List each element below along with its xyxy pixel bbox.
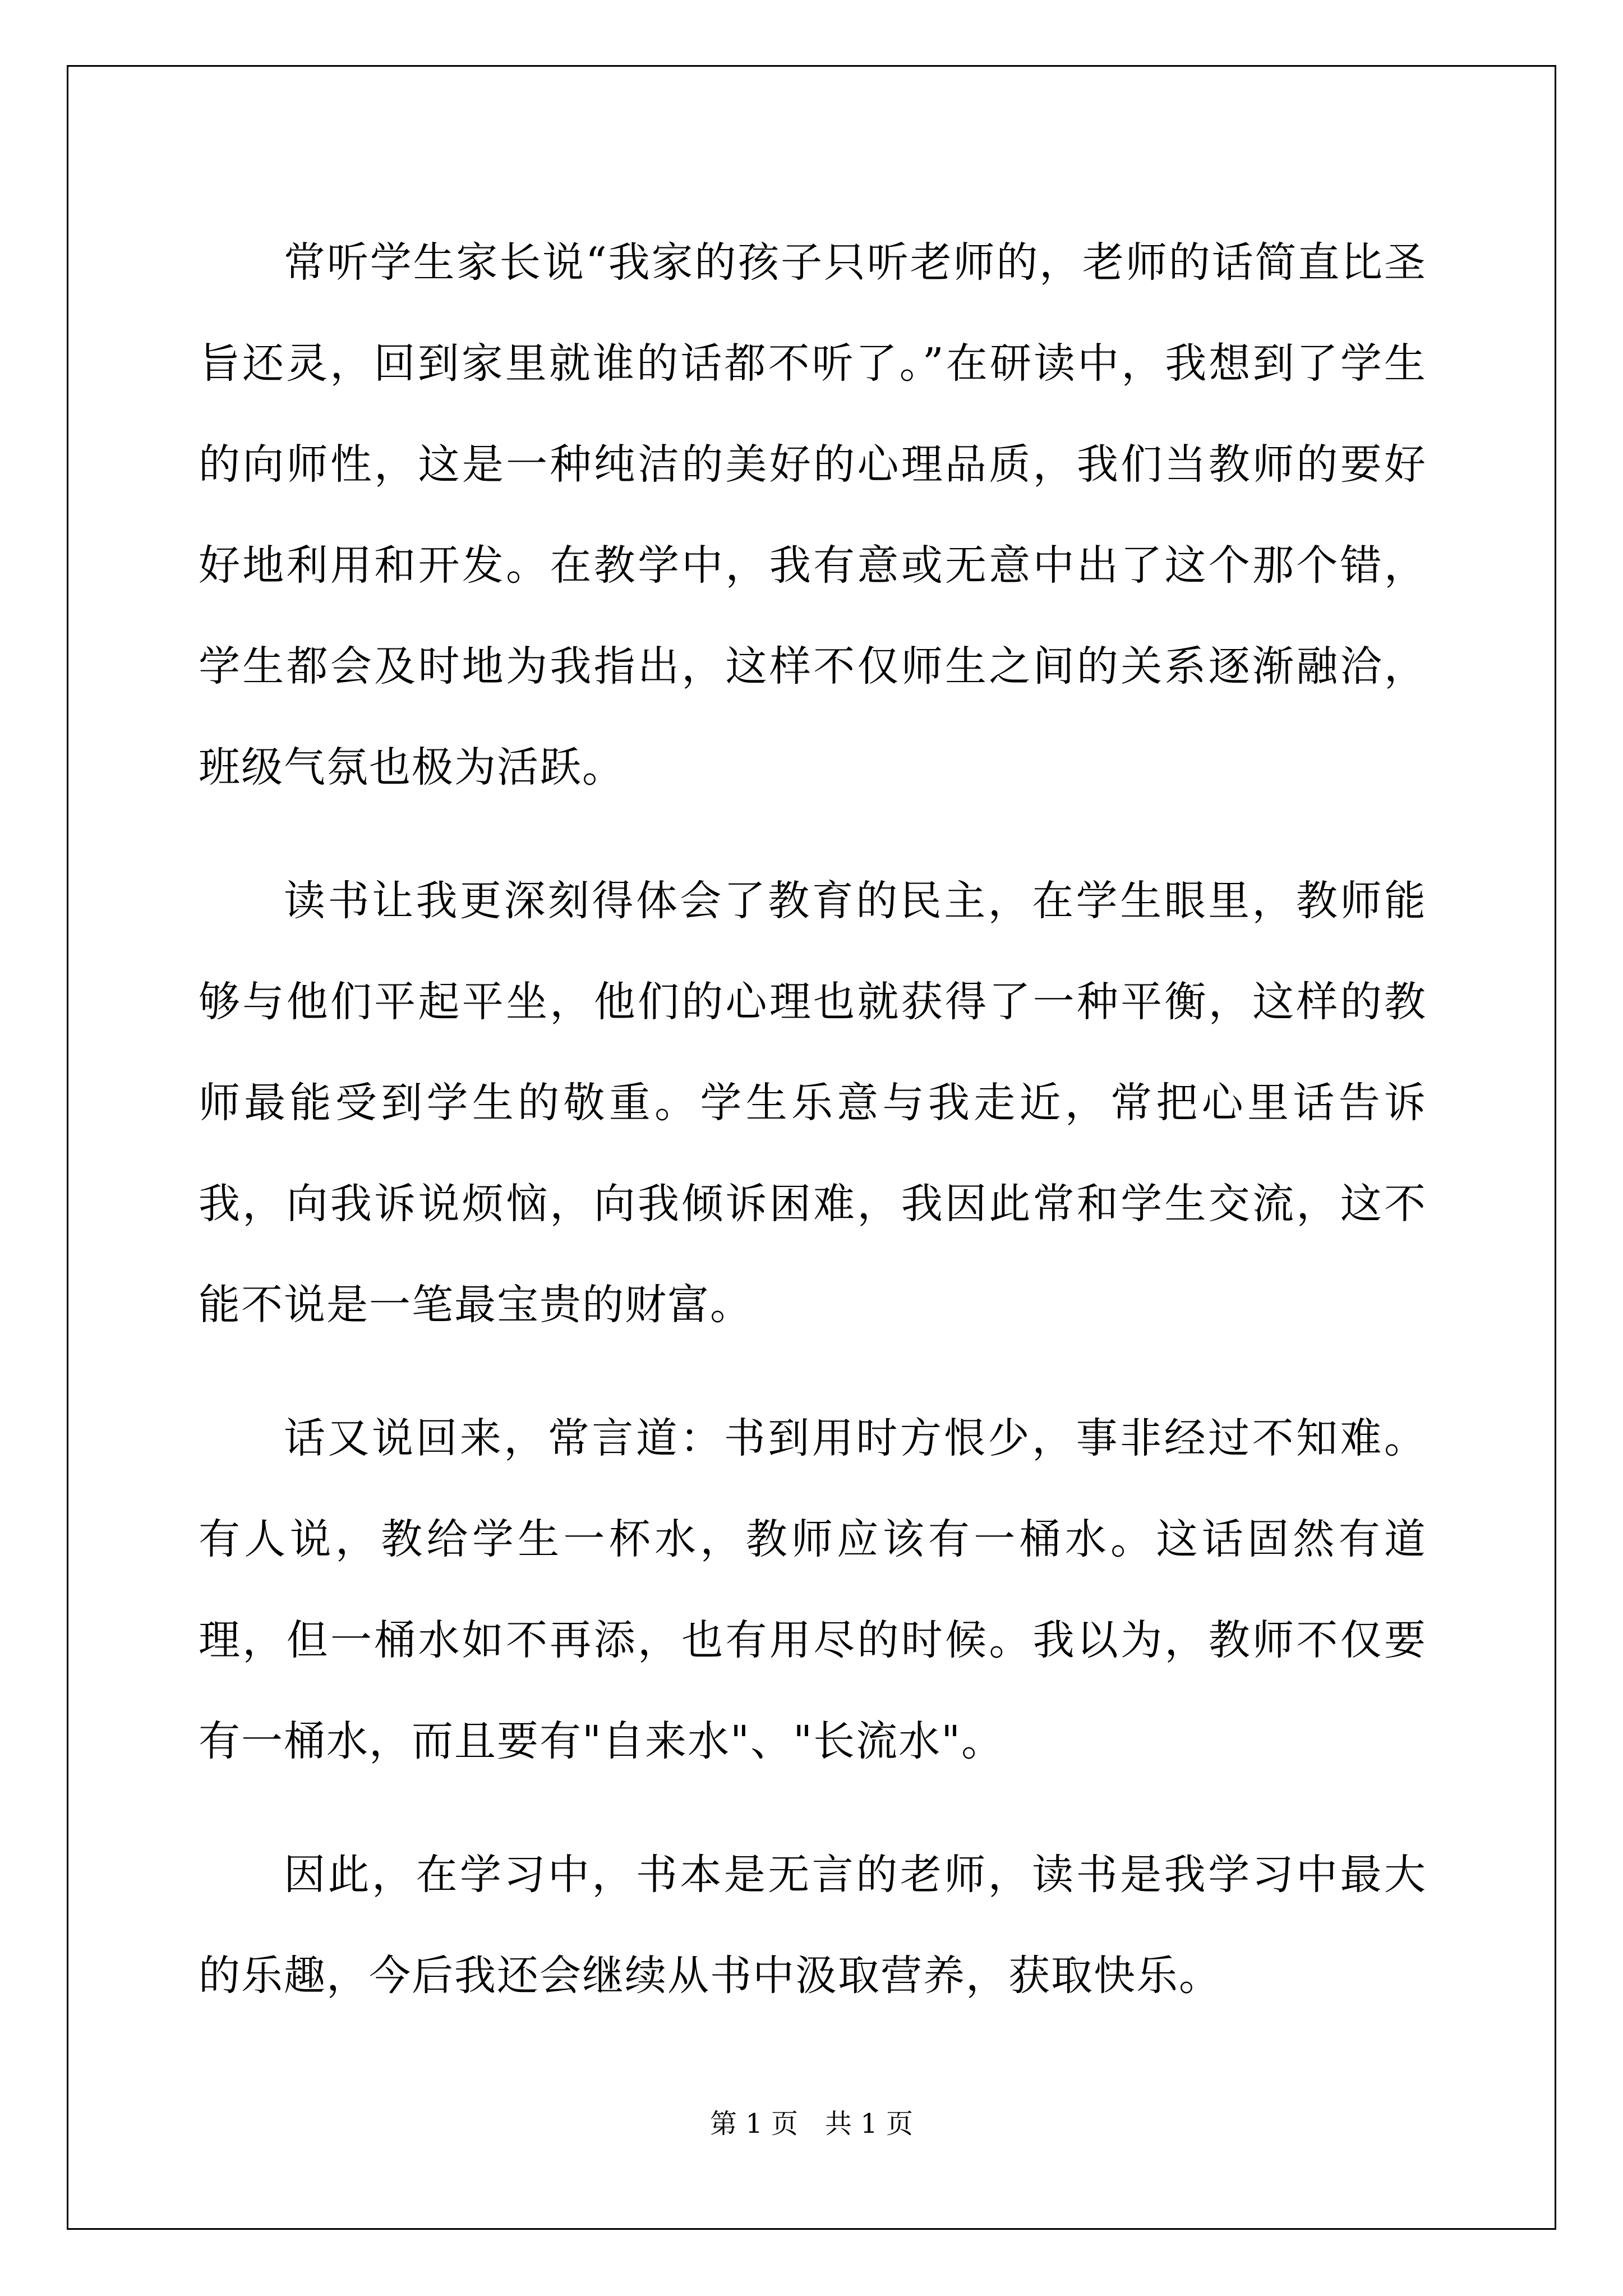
paragraph-1: 常听学生家长说“我家的孩子只听老师的，老师的话简直比圣旨还灵，回到家里就谁的话都不听了。”在研读中，我想到了学生的向师性，这是一种纯洁的美好的心理品质，我们当教师的要好好地利用和开发。在教学中，我有意或无意中出了这个那个错，学生都会及时地为我指出，这样不仅师生之间的关系逐渐融洽，班级气氛也极为活跃。 [199,238,1427,792]
paragraph-2: 读书让我更深刻得体会了教育的民主，在学生眼里，教师能够与他们平起平坐，他们的心理也就获得了一种平衡，这样的教师最能受到学生的敬重。学生乐意与我走近，常把心里话告诉我，向我诉说烦恼，向我倾诉困难，我因此常和学生交流，这不能不说是一笔最宝贵的财富。 [199,877,1427,1329]
paragraph-4: 因此，在学习中，书本是无言的老师，读书是我学习中最大的乐趣，今后我还会继续从书中汲取营养，获取快乐。 [199,1851,1427,2000]
paragraph-3: 话又说回来，常言道：书到用时方恨少，事非经过不知难。有人说，教给学生一杯水，教师应该有一桶水。这话固然有道理，但一桶水如不再添，也有用尽的时候。我以为，教师不仅要有一桶水，而且要有"自来水"、"长流水"。 [199,1414,1427,1765]
document-body [199,212,1427,2059]
page-number-footer: 第 1 页 共 1 页 [709,2108,914,2139]
